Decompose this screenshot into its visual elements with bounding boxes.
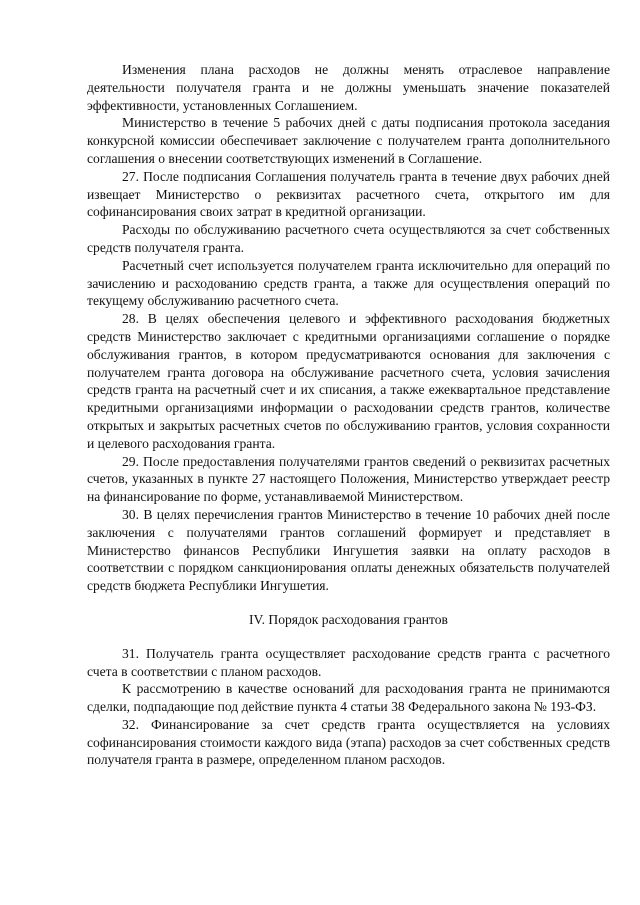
paragraph-plan-changes: Изменения плана расходов не должны менять отраслевое направление деятельности получателя гранта и не должны уменьшать значение показателей эффективности, установленных Соглашением. (87, 62, 610, 113)
section-heading: IV. Порядок расходования грантов (249, 611, 448, 627)
paragraph-item-32: 32. Финансирование за счет средств гранта осуществляется на условиях софинансирования стоимости каждого вида (этапа) расходов за счет собственных средств получателя гранта в размере, определенном планом расходов. (87, 716, 610, 768)
paragraph-item-30: 30. В целях перечисления грантов Министерство в течение 10 рабочих дней после заключения с получателями грантов соглашений формирует и представляет в Министерство финансов Республики Ингушетия заявки на оплату расходов в соответствии с порядком санкционирования оплаты денежных обязательств получателей средств бюджета Республики Ингушетия. (87, 506, 610, 594)
paragraph-item-28: 28. В целях обеспечения целевого и эффективного расходования бюджетных средств Министерство заключает с кредитными организациями соглашение о порядке обслуживания грантов, в котором предусматриваются основания для заключения с получателем гранта договора на обслуживание расчетного счета, условия зачисления средств гранта на расчетный счет и их списания, а также ежеквартальное представление кредитными организациями информации о расходовании средств грантов, количестве открытых и закрытых расчетных счетов по обслуживанию грантов, условия сохранности и целевого расходования гранта. (87, 311, 610, 451)
paragraph-excluded-transactions: К рассмотрению в качестве оснований для расходования гранта не принимаются сделки, подпадающие под действие пункта 4 статьи 38 Федерального закона № 193-ФЗ. (87, 681, 610, 715)
paragraph-account-usage: Расчетный счет используется получателем гранта исключительно для операций по зачислению и расходованию средств гранта, а также для осуществления операций по текущему обслуживанию расчетного счета. (87, 257, 610, 309)
paragraph-item-27: 27. После подписания Соглашения получатель гранта в течение двух рабочих дней извещает Министерство о реквизитах расчетного счета, открытого им для софинансирования своих затрат в кредитной организации. (87, 168, 610, 220)
document-body (87, 61, 610, 769)
paragraph-additional-agreement: Министерство в течение 5 рабочих дней с даты подписания протокола заседания конкурсной комиссии обеспечивает заключение с получателем гранта дополнительного соглашения о внесении соответствующих изменений в Соглашение. (87, 115, 610, 166)
paragraph-item-29: 29. После предоставления получателями грантов сведений о реквизитах расчетных счетов, указанных в пункте 27 настоящего Положения, Министерство утверждает реестр на финансирование по форме, устанавливаемой Министерством. (87, 453, 610, 505)
paragraph-account-expenses: Расходы по обслуживанию расчетного счета осуществляются за счет собственных средств получателя гранта. (87, 222, 610, 255)
paragraph-item-31: 31. Получатель гранта осуществляет расходование средств гранта с расчетного счета в соответствии с планом расходов. (87, 645, 610, 679)
